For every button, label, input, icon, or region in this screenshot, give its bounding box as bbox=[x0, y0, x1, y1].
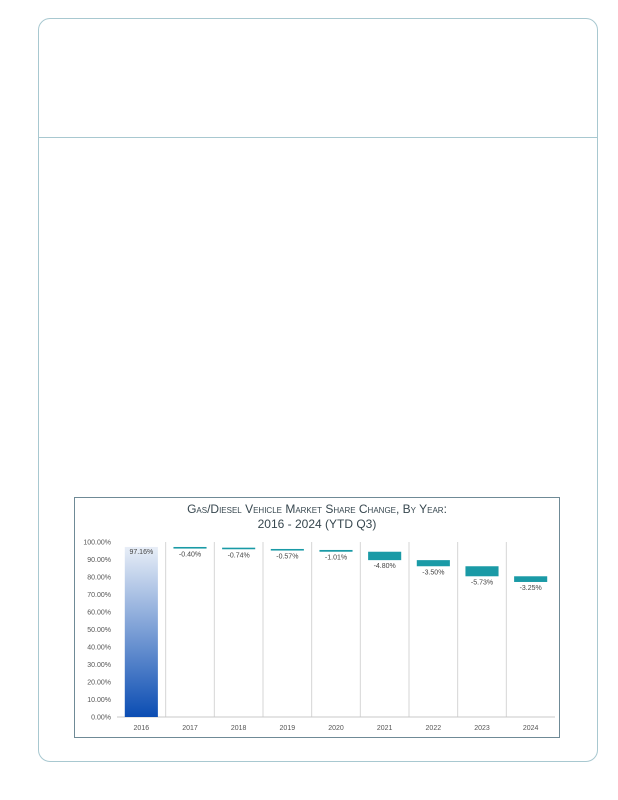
y-tick-label: 100.00% bbox=[83, 539, 111, 547]
data-label: -0.40% bbox=[178, 551, 202, 559]
chart-panel bbox=[74, 497, 560, 738]
change-bar bbox=[271, 549, 304, 551]
change-bar bbox=[417, 560, 450, 566]
x-tick-label: 2021 bbox=[376, 725, 393, 732]
data-label: 97.16% bbox=[129, 548, 154, 556]
data-label: -0.57% bbox=[276, 553, 299, 561]
x-tick-label: 2023 bbox=[474, 725, 490, 732]
y-tick-label: 60.00% bbox=[87, 609, 111, 617]
y-tick-label: 90.00% bbox=[87, 557, 111, 564]
data-label: -5.73% bbox=[470, 579, 494, 587]
card-divider bbox=[39, 137, 597, 138]
y-tick-label: 70.00% bbox=[87, 592, 111, 599]
y-tick-label: 80.00% bbox=[87, 574, 111, 582]
change-bar bbox=[514, 576, 547, 582]
y-tick-label: 30.00% bbox=[87, 662, 111, 669]
x-tick-label: 2024 bbox=[522, 725, 539, 732]
y-tick-label: 50.00% bbox=[87, 627, 111, 634]
change-bar bbox=[319, 550, 352, 552]
change-bar bbox=[222, 548, 255, 550]
change-bar bbox=[465, 566, 498, 576]
x-tick-label: 2016 bbox=[133, 725, 150, 732]
data-label: -4.80% bbox=[373, 563, 396, 571]
x-tick-label: 2018 bbox=[230, 725, 247, 732]
data-label: -0.74% bbox=[227, 552, 250, 560]
y-tick-label: 10.00% bbox=[87, 697, 111, 704]
chart-subtitle: 2016 - 2024 (YTD Q3) bbox=[257, 517, 377, 531]
base-bar bbox=[125, 547, 158, 717]
y-tick-label: 0.00% bbox=[91, 714, 111, 722]
data-label: -1.01% bbox=[324, 554, 348, 562]
y-tick-label: 40.00% bbox=[87, 644, 111, 652]
change-bar bbox=[173, 547, 206, 549]
change-bar bbox=[368, 552, 401, 560]
x-tick-label: 2017 bbox=[182, 725, 198, 732]
x-tick-label: 2019 bbox=[279, 725, 296, 732]
waterfall-chart bbox=[75, 498, 559, 737]
x-tick-label: 2022 bbox=[425, 725, 442, 732]
data-label: -3.25% bbox=[519, 584, 542, 592]
y-tick-label: 20.00% bbox=[87, 679, 111, 687]
data-label: -3.50% bbox=[422, 569, 445, 577]
x-tick-label: 2020 bbox=[328, 725, 344, 732]
chart-title: Gas/Diesel Vehicle Market Share Change, By Year: bbox=[187, 502, 447, 516]
